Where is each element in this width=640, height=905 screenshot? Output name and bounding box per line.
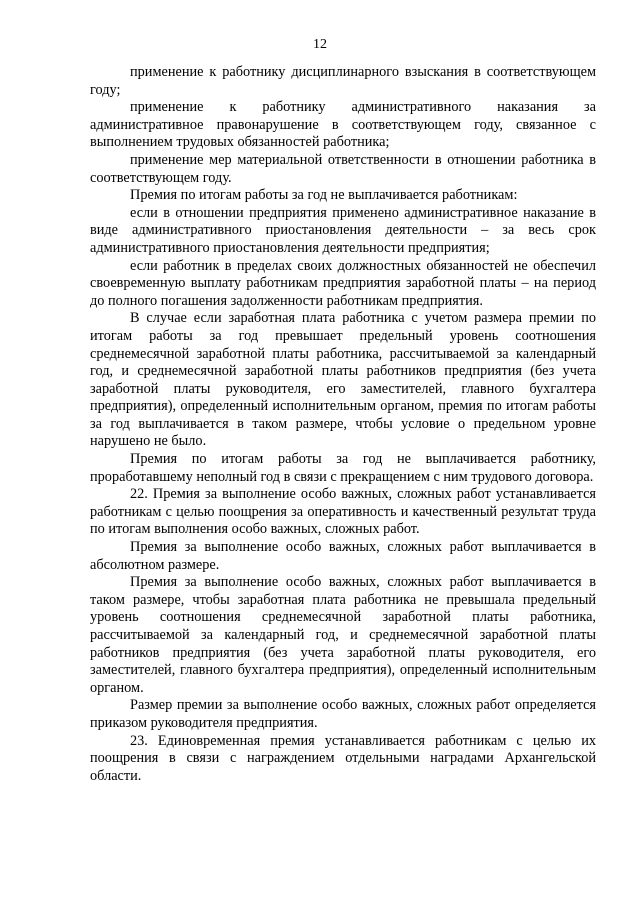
paragraph-item-23: 23. Единовременная премия устанавливается работникам с целью их поощрения в связи с награждением отдельными наградами Архангельской области. bbox=[90, 732, 596, 784]
document-body bbox=[90, 64, 596, 785]
paragraph-wage-arrears: если работник в пределах своих должностных обязанностей не обеспечил своевременную выплату работникам предприятия заработной платы – на период до полного погашения задолженности работникам предприятия. bbox=[90, 257, 596, 309]
paragraph-item-22: 22. Премия за выполнение особо важных, сложных работ устанавливается работникам с целью поощрения за оперативность и качественный результат труда по итогам выполнения особо важных, сложных работ. bbox=[90, 486, 596, 538]
paragraph-administrative-penalty: применение к работнику административного наказания за административное правонарушение в соответствующем году, связанное с выполнением трудовых обязанностей работника; bbox=[90, 99, 596, 151]
paragraph-salary-limit-annual: В случае если заработная плата работника с учетом размера премии по итогам работы за год превышает предельный уровень соотношения среднемесячной заработной платы работника, рассчитываемой за календарный год, и среднемесячной заработной платы работников предприятия (без учета заработной платы руководителя, его заместителей, главного бухгалтера предприятия), определенный исполнительным органом, премия по итогам работы за год выплачивается в таком размере, чтобы условие о предельном уровне нарушено не было. bbox=[90, 310, 596, 450]
paragraph-absolute-amount: Премия за выполнение особо важных, сложных работ выплачивается в абсолютном размере. bbox=[90, 539, 596, 573]
paragraph-salary-limit-special: Премия за выполнение особо важных, сложных работ выплачивается в таком размере, чтобы заработная плата работника не превышала предельный уровень соотношения среднемесячной заработной платы работника, рассчитываемой за календарный год, и среднемесячной заработной платы работников предприятия (без учета заработной платы руководителя, его заместителей, главного бухгалтера предприятия), определенный исполнительным органом. bbox=[90, 574, 596, 696]
paragraph-incomplete-year: Премия по итогам работы за год не выплачивается работнику, проработавшему неполный год в связи с прекращением с ним трудового договора. bbox=[90, 451, 596, 485]
paragraph-annual-bonus-not-paid: Премия по итогам работы за год не выплачивается работникам: bbox=[130, 187, 518, 204]
paragraph-disciplinary-penalty: применение к работнику дисциплинарного взыскания в соответствующем году; bbox=[90, 64, 596, 98]
paragraph-bonus-by-order: Размер премии за выполнение особо важных, сложных работ определяется приказом руководителя предприятия. bbox=[90, 697, 596, 731]
paragraph-suspension-of-activity: если в отношении предприятия применено административное наказание в виде административного приостановления деятельности – за весь срок административного приостановления деятельности предприятия; bbox=[90, 204, 596, 256]
paragraph-material-liability: применение мер материальной ответственности в отношении работника в соответствующем году. bbox=[90, 151, 596, 186]
page-number: 12 bbox=[313, 37, 327, 52]
